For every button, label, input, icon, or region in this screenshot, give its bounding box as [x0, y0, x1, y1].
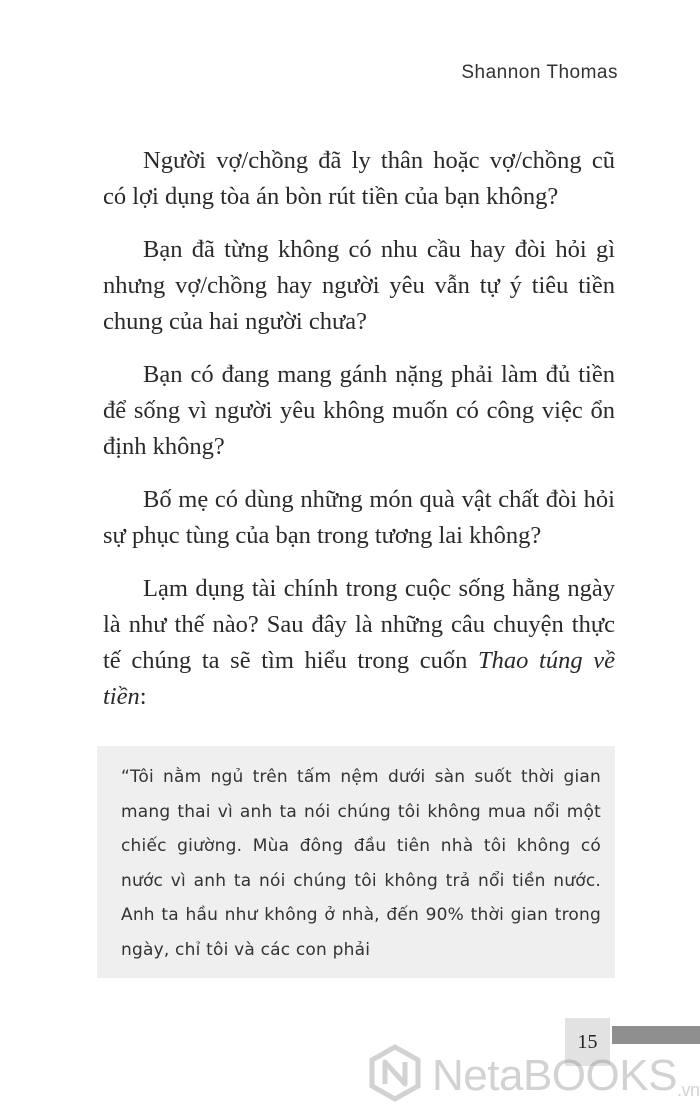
paragraph-5-text: Lạm dụng tài chính trong cuộc sống hằng ngày là như thế nào? Sau đây là những câu chuyện thực tế chúng ta sẽ tìm hiểu trong cuốn — [103, 575, 615, 674]
paragraph-3: Bạn có đang mang gánh nặng phải làm đủ tiền để sống vì người yêu không muốn có công việc ổn định không? — [103, 361, 615, 460]
book-title: Thao túng về tiền — [103, 647, 615, 710]
paragraph-4: Bố mẹ có dùng những món quà vật chất đòi hỏi sự phục tùng của bạn trong tương lai không? — [103, 486, 615, 549]
paragraph-5-suffix: : — [139, 683, 147, 710]
netabooks-logo-icon — [366, 1044, 424, 1107]
page-number: 15 — [565, 1018, 610, 1066]
paragraph-5 — [103, 571, 615, 715]
quote-box — [97, 746, 615, 978]
watermark — [366, 1044, 699, 1107]
paragraph-2: Bạn đã từng không có nhu cầu hay đòi hỏi gì nhưng vợ/chồng hay người yêu vẫn tự ý tiêu tiền chung của hai người chưa? — [103, 236, 615, 335]
watermark-suffix: .vn — [676, 1079, 700, 1100]
body-text — [103, 143, 615, 732]
paragraph-1: Người vợ/chồng đã ly thân hoặc vợ/chồng cũ có lợi dụng tòa án bòn rút tiền của bạn không? — [103, 147, 615, 210]
page-tab-bar — [612, 1026, 700, 1044]
quote-text: “Tôi nằm ngủ trên tấm nệm dưới sàn suốt thời gian mang thai vì anh ta nói chúng tôi không mua nổi một chiếc giường. Mùa đông đầu tiên nhà tôi không có nước vì anh ta nói chúng tôi không trả nổi tiền nước. Anh ta hầu như không ở nhà, đến 90% thời gian trong ngày, chỉ tôi và các con phải — [121, 767, 601, 960]
running-header-author: Shannon Thomas — [461, 62, 618, 83]
watermark-brand: NetaBOOKS — [432, 1050, 677, 1100]
watermark-text — [432, 1051, 699, 1101]
